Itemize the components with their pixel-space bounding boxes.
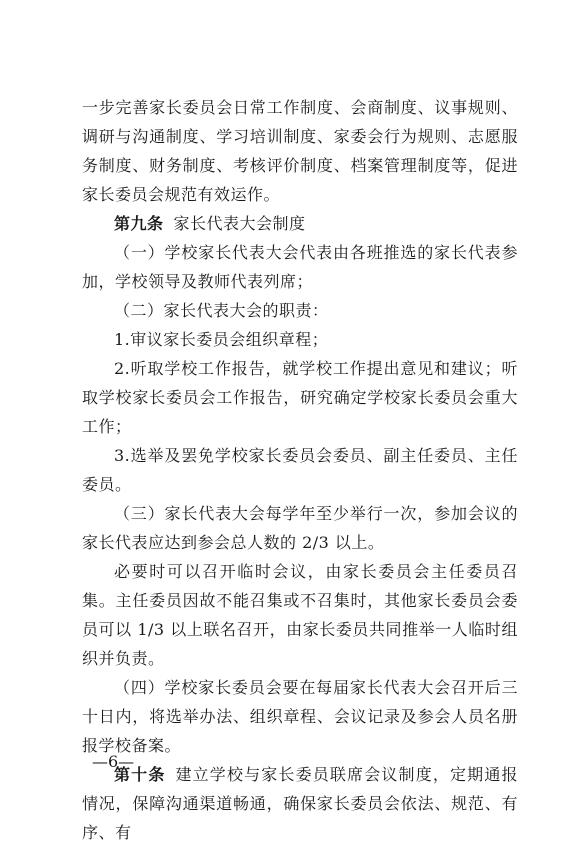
paragraph: 2.听取学校工作报告，就学校工作提出意见和建议；听取学校家长委员会工作报告，研究确定学校家长委员会重大工作； [82, 359, 518, 436]
page-number: —6— [92, 752, 135, 771]
paragraph: （三）家长代表大会每学年至少举行一次，参加会议的家长代表应达到参会总人数的 2/3 以上。 [82, 504, 518, 552]
paragraph: 必要时可以召开临时会议，由家长委员会主任委员召集。主任委员因故不能召集或不召集时，其他家长委员会委员可以 1/3 以上联名召开，由家长委员共同推举一人临时组织并负责。 [82, 562, 518, 668]
article-text: 建立学校与家长委员联席会议制度，定期通报情况，保障沟通渠道畅通，确保家长委员会依法、规范、有序、有 [82, 765, 518, 842]
document-page [82, 93, 518, 847]
article-number: 第十条 [114, 765, 166, 784]
article-ten-paragraph [82, 760, 518, 847]
paragraph: （一）学校家长代表大会代表由各班推选的家长代表参加，学校领导及教师代表列席； [82, 243, 518, 291]
article-number: 第九条 [114, 214, 164, 233]
paragraph: 1.审议家长委员会组织章程； [114, 330, 329, 349]
paragraph: （四）学校家长委员会要在每届家长代表大会召开后三十日内，将选举办法、组织章程、会议记录及参会人员名册报学校备案。 [82, 678, 518, 755]
article-title: 家长代表大会制度 [173, 214, 306, 233]
paragraph: 3.选举及罢免学校家长委员会委员、副主任委员、主任委员。 [82, 446, 518, 494]
article-nine-heading [82, 209, 518, 238]
paragraph-continuation: 一步完善家长委员会日常工作制度、会商制度、议事规则、调研与沟通制度、学习培训制度、家委会行为规则、志愿服务制度、财务制度、考核评价制度、档案管理制度等，促进家长委员会规范有效运作。 [82, 98, 518, 204]
paragraph: （二）家长代表大会的职责： [114, 301, 329, 320]
